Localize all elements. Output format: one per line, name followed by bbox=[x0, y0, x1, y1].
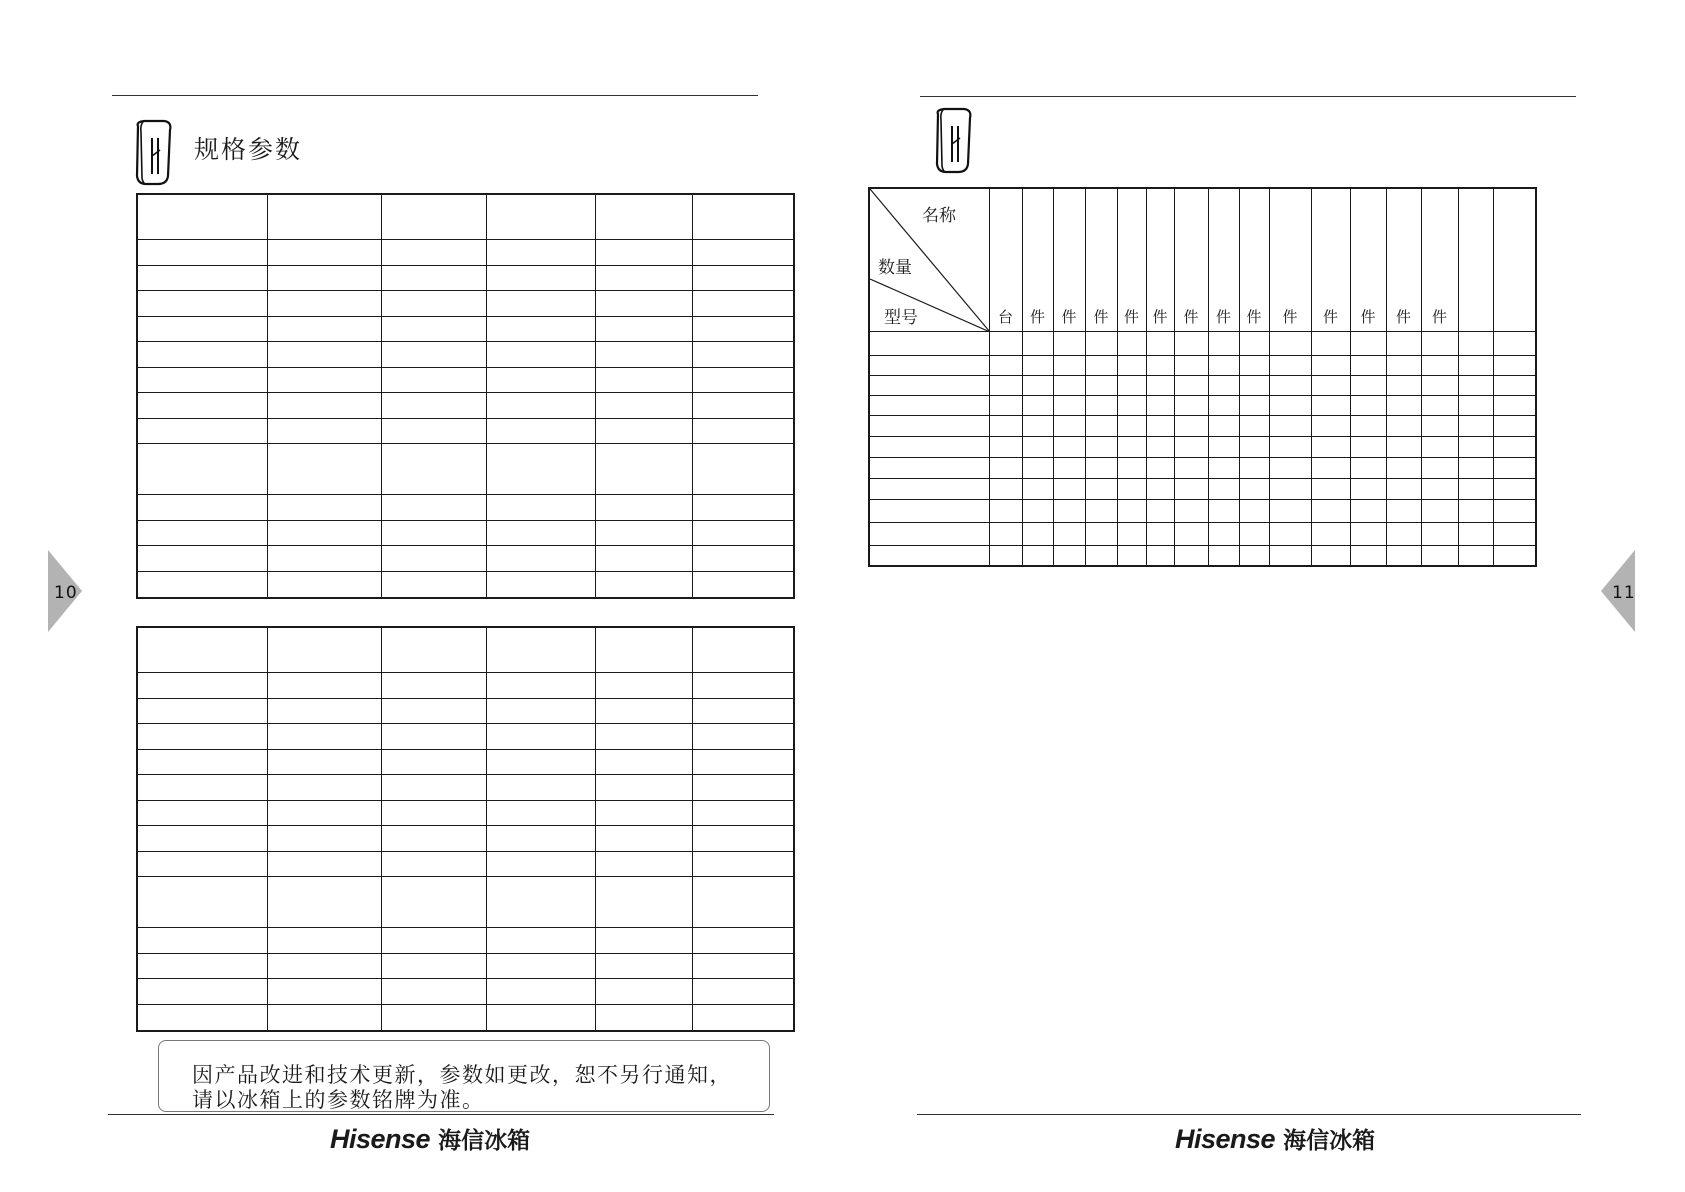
table-row bbox=[137, 367, 794, 393]
table-row bbox=[869, 478, 1536, 499]
table-row bbox=[137, 393, 794, 419]
table-row bbox=[137, 979, 794, 1005]
unit-label: 件 bbox=[1350, 188, 1386, 331]
spec-table-lower bbox=[136, 626, 795, 1032]
table-row bbox=[869, 545, 1536, 566]
table-row bbox=[869, 436, 1536, 457]
table-row bbox=[869, 395, 1536, 415]
unit-label: 件 bbox=[1117, 188, 1146, 331]
unit-label: 件 bbox=[1386, 188, 1421, 331]
right-bottom-rule bbox=[917, 1114, 1581, 1115]
left-top-rule bbox=[112, 95, 758, 96]
brand-logo-right bbox=[1175, 1122, 1375, 1155]
spec-table-upper bbox=[136, 193, 795, 599]
table-row bbox=[137, 571, 794, 598]
table-row bbox=[137, 194, 794, 240]
header-quantity-label: 数量 bbox=[878, 258, 912, 278]
brand-name-en: Hisense bbox=[330, 1124, 431, 1154]
unit-label bbox=[1493, 188, 1536, 331]
table-header-row bbox=[869, 188, 1536, 331]
table-row bbox=[137, 673, 794, 699]
header-name-label: 名称 bbox=[922, 206, 956, 226]
brand-name-cn: 海信冰箱 bbox=[1283, 1128, 1376, 1154]
unit-label: 件 bbox=[1022, 188, 1053, 331]
table-row bbox=[137, 495, 794, 521]
notice-line-1: 因产品改进和技术更新，参数如更改，恕不另行通知， bbox=[192, 1063, 732, 1087]
table-row bbox=[137, 749, 794, 775]
table-row bbox=[137, 775, 794, 801]
table-row bbox=[137, 627, 794, 673]
table-row bbox=[137, 953, 794, 979]
table-row bbox=[137, 265, 794, 291]
table-row bbox=[137, 444, 794, 495]
brand-name-cn: 海信冰箱 bbox=[438, 1128, 531, 1154]
notice-line-2: 请以冰箱上的参数铭牌为准。 bbox=[192, 1088, 485, 1112]
table-row bbox=[137, 851, 794, 877]
brand-name-en: Hisense bbox=[1175, 1124, 1276, 1154]
table-row bbox=[869, 522, 1536, 545]
table-row bbox=[869, 499, 1536, 522]
unit-label: 件 bbox=[1174, 188, 1208, 331]
table-row bbox=[137, 316, 794, 342]
table-row bbox=[137, 291, 794, 317]
brand-logo-left bbox=[330, 1122, 530, 1155]
table-row bbox=[137, 418, 794, 444]
table-row bbox=[869, 457, 1536, 478]
notice-box bbox=[158, 1040, 770, 1112]
table-row bbox=[137, 928, 794, 954]
left-bottom-rule bbox=[108, 1114, 774, 1115]
unit-label: 件 bbox=[1053, 188, 1085, 331]
table-row bbox=[137, 240, 794, 266]
table-row bbox=[869, 375, 1536, 395]
diagonal-header-cell bbox=[869, 188, 989, 331]
table-row bbox=[137, 520, 794, 546]
unit-label: 件 bbox=[1208, 188, 1239, 331]
unit-label: 件 bbox=[1146, 188, 1174, 331]
unit-label: 件 bbox=[1311, 188, 1350, 331]
table-row bbox=[869, 415, 1536, 436]
table-row bbox=[869, 355, 1536, 375]
unit-label: 件 bbox=[1085, 188, 1117, 331]
header-model-label: 型号 bbox=[884, 308, 918, 328]
page-number-right: 11 bbox=[1612, 583, 1636, 603]
table-row bbox=[137, 724, 794, 750]
table-row bbox=[137, 800, 794, 826]
table-row bbox=[137, 546, 794, 572]
section-title: 规格参数 bbox=[194, 135, 303, 164]
right-top-rule bbox=[920, 96, 1576, 97]
table-row bbox=[137, 698, 794, 724]
packing-list-table bbox=[868, 187, 1537, 567]
unit-label: 件 bbox=[1269, 188, 1311, 331]
table-row bbox=[137, 1004, 794, 1031]
table-row bbox=[869, 331, 1536, 355]
page-number-left: 10 bbox=[54, 583, 78, 603]
fridge-icon bbox=[130, 118, 174, 188]
table-row bbox=[137, 342, 794, 368]
table-row bbox=[137, 826, 794, 852]
table-row bbox=[137, 877, 794, 928]
unit-label: 台 bbox=[989, 188, 1022, 331]
fridge-icon bbox=[930, 106, 974, 176]
unit-label: 件 bbox=[1421, 188, 1458, 331]
unit-label bbox=[1458, 188, 1493, 331]
unit-label: 件 bbox=[1239, 188, 1269, 331]
